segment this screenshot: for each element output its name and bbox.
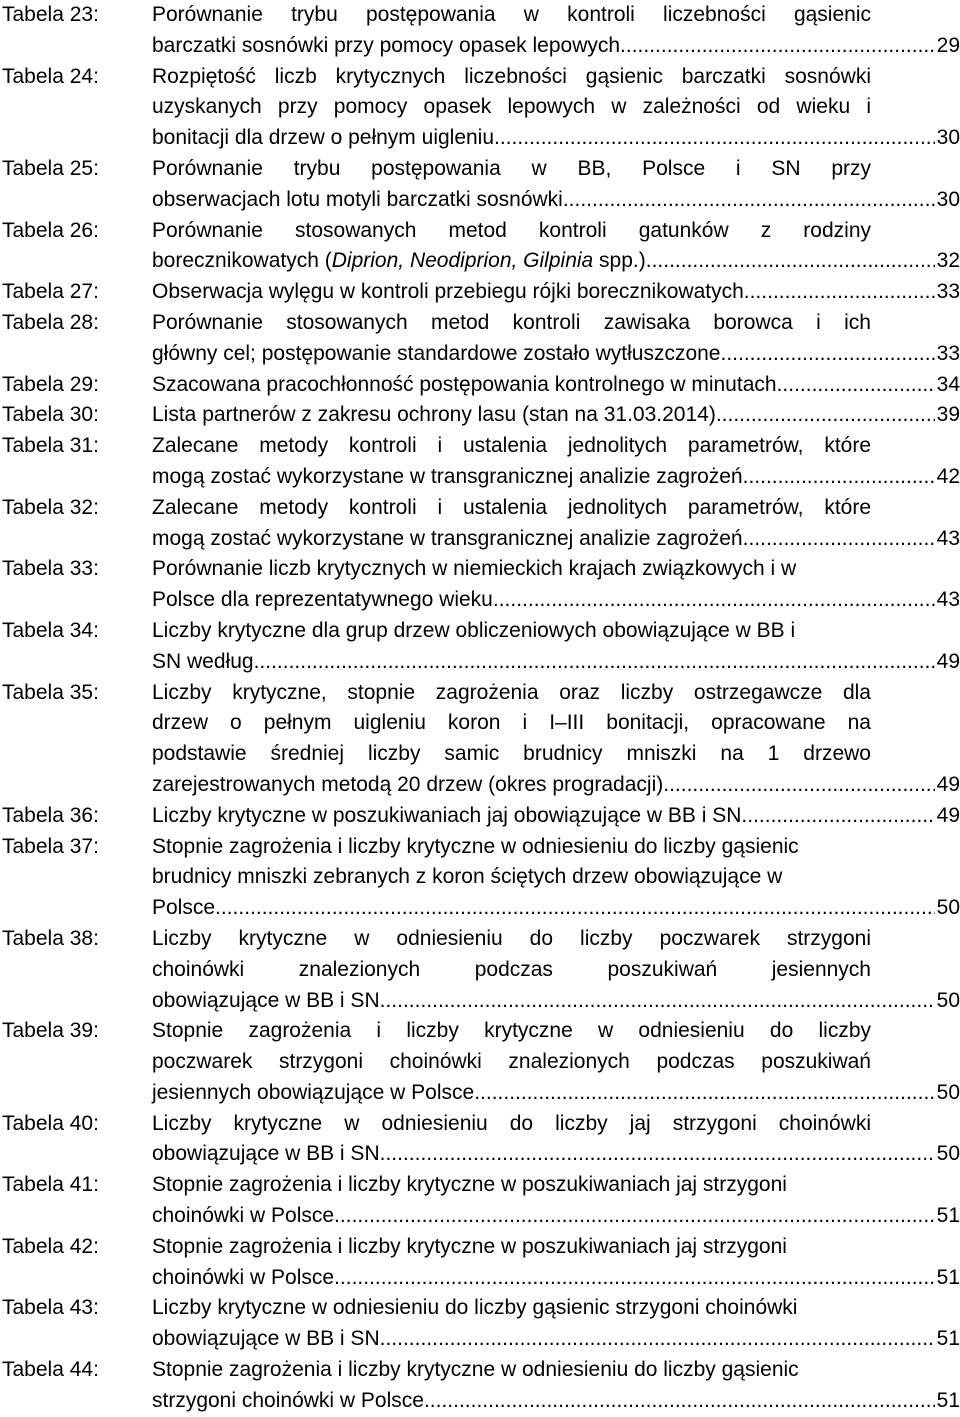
toc-entry-title [152, 370, 960, 401]
dot-leader [424, 1386, 935, 1417]
toc-entry-line: Porównanie stosowanych metod kontroli gatunków z rodziny [152, 218, 871, 242]
toc-entry-line: Porównanie stosowanych metod kontroli zawisaka borowca i ich [152, 310, 871, 334]
page-number: 49 [936, 649, 960, 673]
toc-entry[interactable] [0, 0, 960, 62]
toc-entry-line: SN według [152, 649, 254, 673]
toc-entry-title [152, 62, 960, 154]
toc-entry-line: brudnicy mniszki zebranych z koron ściętych drzew obowiązujące w [152, 865, 783, 889]
toc-entry[interactable] [0, 431, 960, 493]
toc-entry-title [152, 493, 960, 555]
toc-entry-last-line [152, 339, 960, 370]
toc-entry-label: Tabela 43: [2, 1296, 99, 1320]
toc-entry-label: Tabela 44: [2, 1358, 99, 1382]
toc-entry-line: choinówki w Polsce [152, 1265, 335, 1289]
toc-entry-title [152, 1355, 960, 1417]
toc-entry[interactable] [0, 1016, 960, 1108]
page-number: 32 [936, 249, 960, 273]
toc-entry[interactable] [0, 554, 960, 616]
toc-entry-last-line [152, 893, 960, 924]
toc-entry-title [152, 678, 960, 801]
toc-entry[interactable] [0, 62, 960, 154]
toc-entry-label: Tabela 30: [2, 403, 99, 427]
toc-entry-title [152, 1293, 960, 1355]
toc-entry-line: Stopnie zagrożenia i liczby krytyczne w odniesieniu do liczby [152, 1019, 871, 1043]
toc-entry-last-line [152, 524, 960, 555]
toc-entry-label: Tabela 37: [2, 834, 99, 858]
toc-entry-line: obowiązujące w BB i SN [152, 1142, 380, 1166]
toc-entry-label: Tabela 27: [2, 280, 99, 304]
toc-entry-last-line [152, 1324, 960, 1355]
toc-entry-title [152, 924, 960, 1016]
toc-entry-line: Stopnie zagrożenia i liczby krytyczne w poszukiwaniach jaj strzygoni [152, 1173, 787, 1197]
toc-entry[interactable] [0, 1232, 960, 1294]
dot-leader [254, 647, 935, 678]
toc-entry[interactable] [0, 678, 960, 801]
toc-entry-label: Tabela 28: [2, 310, 99, 334]
toc-entry-last-line [152, 1201, 960, 1232]
toc-entry-title [152, 832, 960, 924]
dot-leader [569, 185, 935, 216]
dot-leader [743, 462, 935, 493]
toc-entry-line: mogą zostać wykorzystane w transgranicznej analizie zagrożeń [152, 526, 743, 550]
page-number: 29 [936, 33, 960, 57]
toc-entry-line: Porównanie trybu postępowania w BB, Polsce i SN przy [152, 156, 871, 180]
toc-entry[interactable] [0, 1355, 960, 1417]
page-number: 43 [936, 526, 960, 550]
page-number: 51 [936, 1204, 960, 1228]
toc-entry-label: Tabela 41: [2, 1173, 99, 1197]
toc-entry-line: Stopnie zagrożenia i liczby krytyczne w odniesieniu do liczby gąsienic [152, 834, 799, 858]
toc-entry-line: Stopnie zagrożenia i liczby krytyczne w poszukiwaniach jaj strzygoni [152, 1234, 787, 1258]
toc-entry-label: Tabela 33: [2, 557, 99, 581]
toc-entry-line: Lista partnerów z zakresu ochrony lasu (stan na 31.03.2014) [152, 403, 716, 427]
toc-entry-line: mogą zostać wykorzystane w transgranicznej analizie zagrożeń [152, 464, 743, 488]
dot-leader [747, 801, 934, 832]
toc-entry-title [152, 1170, 960, 1232]
toc-entry-last-line [152, 185, 960, 216]
page-number: 50 [936, 896, 960, 920]
toc-entry-label: Tabela 26: [2, 218, 99, 242]
page-number: 50 [936, 988, 960, 1012]
toc-entry-title [152, 554, 960, 616]
page-number: 50 [936, 1142, 960, 1166]
toc-entry[interactable] [0, 832, 960, 924]
genus-names: Diprion, Neodiprion, Gilpinia [331, 249, 594, 273]
toc-entry-title [152, 801, 960, 832]
toc-entry-label: Tabela 42: [2, 1234, 99, 1258]
toc-entry-last-line [152, 400, 960, 431]
toc-entry-text: borecznikowatych ( [152, 249, 332, 273]
toc-entry[interactable] [0, 154, 960, 216]
toc-entry-label: Tabela 40: [2, 1111, 99, 1135]
toc-entry-title [152, 1109, 960, 1171]
toc-entry-title [152, 431, 960, 493]
toc-entry-line: Liczby krytyczne w odniesieniu do liczby gąsienic strzygoni choinówki [152, 1296, 798, 1320]
toc-entry-line: bonitacji dla drzew o pełnym uigleniu. [152, 126, 500, 150]
page-number: 43 [936, 588, 960, 612]
toc-entry-line: choinówki w Polsce [152, 1204, 335, 1228]
toc-entry-line: strzygoni choinówki w Polsce [152, 1388, 424, 1412]
toc-entry-line: Obserwacja wylęgu w kontroli przebiegu rójki borecznikowatych [152, 280, 744, 304]
toc-entry-line [152, 246, 646, 277]
toc-entry[interactable] [0, 493, 960, 555]
toc-entry-line: Rozpiętość liczb krytycznych liczebności gąsienic barczatki sosnówki [152, 64, 871, 88]
toc-entry[interactable] [0, 801, 960, 832]
dot-leader [380, 986, 935, 1017]
page-number: 50 [936, 1080, 960, 1104]
toc-entry-last-line [152, 277, 960, 308]
toc-entry-title [152, 0, 960, 62]
page-number: 51 [936, 1327, 960, 1351]
toc-entry-title [152, 216, 960, 278]
toc-entry-line: Liczby krytyczne w odniesieniu do liczby jaj strzygoni choinówki [152, 1111, 871, 1135]
toc-entry-line: Zalecane metody kontroli i ustalenia jednolitych parametrów, które [152, 434, 871, 458]
toc-entry[interactable] [0, 1109, 960, 1171]
toc-entry-label: Tabela 38: [2, 926, 99, 950]
page-number: 49 [936, 772, 960, 796]
page-number: 34 [936, 372, 960, 396]
toc-entry-label: Tabela 36: [2, 803, 99, 827]
toc-entry-line: Stopnie zagrożenia i liczby krytyczne w odniesieniu do liczby gąsienic [152, 1358, 799, 1382]
toc-entry-line: poczwarek strzygoni choinówki znalezionych podczas poszukiwań [152, 1050, 871, 1074]
page-number: 49 [936, 803, 960, 827]
page-number: 51 [936, 1388, 960, 1412]
toc-entry-last-line [152, 801, 960, 832]
toc-entry-line: Liczby krytyczne dla grup drzew obliczeniowych obowiązujące w BB i [152, 618, 796, 642]
toc-entry-last-line [152, 31, 960, 62]
toc-entry-line: podstawie średniej liczby samic brudnicy mniszki na 1 drzewo [152, 742, 871, 766]
page-number: 30 [936, 187, 960, 211]
toc-entry-line: Zalecane metody kontroli i ustalenia jednolitych parametrów, które [152, 495, 871, 519]
toc-entry-label: Tabela 23: [2, 3, 99, 26]
toc-entry-last-line [152, 1078, 960, 1109]
dot-leader [334, 1263, 935, 1294]
toc-entry-line: Porównanie trybu postępowania w kontroli liczebności gąsienic [152, 3, 871, 26]
toc-entry-line: Porównanie liczb krytycznych w niemieckich krajach związkowych i w [152, 557, 797, 581]
toc-entry-last-line [152, 370, 960, 401]
toc-entry[interactable] [0, 924, 960, 1016]
toc-entry-label: Tabela 35: [2, 680, 99, 704]
dot-leader [215, 893, 935, 924]
toc-entry-line: Polsce dla reprezentatywnego wieku [152, 588, 493, 612]
toc-entry-label: Tabela 34: [2, 618, 99, 642]
toc-entry-line: barczatki sosnówki przy pomocy opasek lepowych. [152, 33, 626, 57]
toc-entry-line: uzyskanych przy pomocy opasek lepowych w zależności od wieku i [152, 95, 871, 119]
toc-entry-line: Polsce [152, 896, 216, 920]
toc-entry-title [152, 1016, 960, 1108]
toc-entry-last-line [152, 246, 960, 277]
toc-entry[interactable] [0, 1293, 960, 1355]
toc-entry-line: Szacowana pracochłonność postępowania kontrolnego w minutach [152, 372, 777, 396]
dot-leader [334, 1201, 935, 1232]
toc-entry-title [152, 154, 960, 216]
toc-entry-label: Tabela 29: [2, 372, 99, 396]
toc-entry-last-line [152, 770, 960, 801]
toc-entry-last-line [152, 647, 960, 678]
dot-leader [721, 339, 935, 370]
dot-leader [744, 277, 935, 308]
toc-entry-line: zarejestrowanych metodą 20 drzew (okres progradacji) [152, 772, 664, 796]
toc-entry-last-line [152, 1263, 960, 1294]
toc-entry[interactable] [0, 277, 960, 308]
toc-entry-title [152, 400, 960, 431]
dot-leader [716, 400, 935, 431]
toc-entry-label: Tabela 24: [2, 64, 99, 88]
dot-leader [500, 123, 935, 154]
toc-entry-last-line [152, 986, 960, 1017]
dot-leader [380, 1324, 935, 1355]
page-number: 51 [936, 1265, 960, 1289]
toc-entry-line: Liczby krytyczne, stopnie zagrożenia oraz liczby ostrzegawcze dla [152, 680, 871, 704]
toc-entry-title [152, 1232, 960, 1294]
toc-entry-last-line [152, 1386, 960, 1417]
toc-entry-line: obowiązujące w BB i SN [152, 988, 380, 1012]
toc-entry-last-line [152, 123, 960, 154]
toc-entry[interactable] [0, 308, 960, 370]
toc-entry[interactable] [0, 1170, 960, 1232]
toc-entry-title [152, 277, 960, 308]
toc-entry-line: choinówki znalezionych podczas poszukiwań jesiennych [152, 957, 871, 981]
dot-leader [777, 370, 935, 401]
dot-leader [646, 246, 935, 277]
toc-entry-last-line [152, 1139, 960, 1170]
page-number: 33 [936, 341, 960, 365]
dot-leader [626, 31, 935, 62]
toc-entry[interactable] [0, 216, 960, 278]
toc-entry[interactable] [0, 400, 960, 431]
toc-entry-line: główny cel; postępowanie standardowe zostało wytłuszczone [152, 341, 721, 365]
toc-entry-line: Liczby krytyczne w poszukiwaniach jaj obowiązujące w BB i SN. [152, 803, 748, 827]
dot-leader [663, 770, 934, 801]
toc-entry-label: Tabela 39: [2, 1019, 99, 1043]
toc-entry[interactable] [0, 616, 960, 678]
toc-entry-title [152, 616, 960, 678]
page-number: 42 [936, 464, 960, 488]
toc-entry-line: obserwacjach lotu motyli barczatki sosnówki. [152, 187, 569, 211]
dot-leader [743, 524, 935, 555]
toc-entry-last-line [152, 462, 960, 493]
toc-entry-label: Tabela 31: [2, 434, 99, 458]
toc-entry-line: obowiązujące w BB i SN [152, 1327, 380, 1351]
toc-entry-label: Tabela 32: [2, 495, 99, 519]
toc-entry-title [152, 308, 960, 370]
dot-leader [380, 1139, 935, 1170]
toc-entry-label: Tabela 25: [2, 156, 99, 180]
page-number: 30 [936, 126, 960, 150]
toc-entry[interactable] [0, 370, 960, 401]
dot-leader [493, 585, 935, 616]
page-number: 39 [936, 403, 960, 427]
page-number: 33 [936, 280, 960, 304]
toc-entry-line: jesiennych obowiązujące w Polsce [152, 1080, 475, 1104]
toc-entry-line: Liczby krytyczne w odniesieniu do liczby poczwarek strzygoni [152, 926, 871, 950]
toc-entry-line: drzew o pełnym uigleniu koron i I–III bonitacji, opracowane na [152, 711, 871, 735]
toc-entry-last-line [152, 585, 960, 616]
toc-entry-text: spp.) [593, 249, 646, 273]
dot-leader [474, 1078, 934, 1109]
